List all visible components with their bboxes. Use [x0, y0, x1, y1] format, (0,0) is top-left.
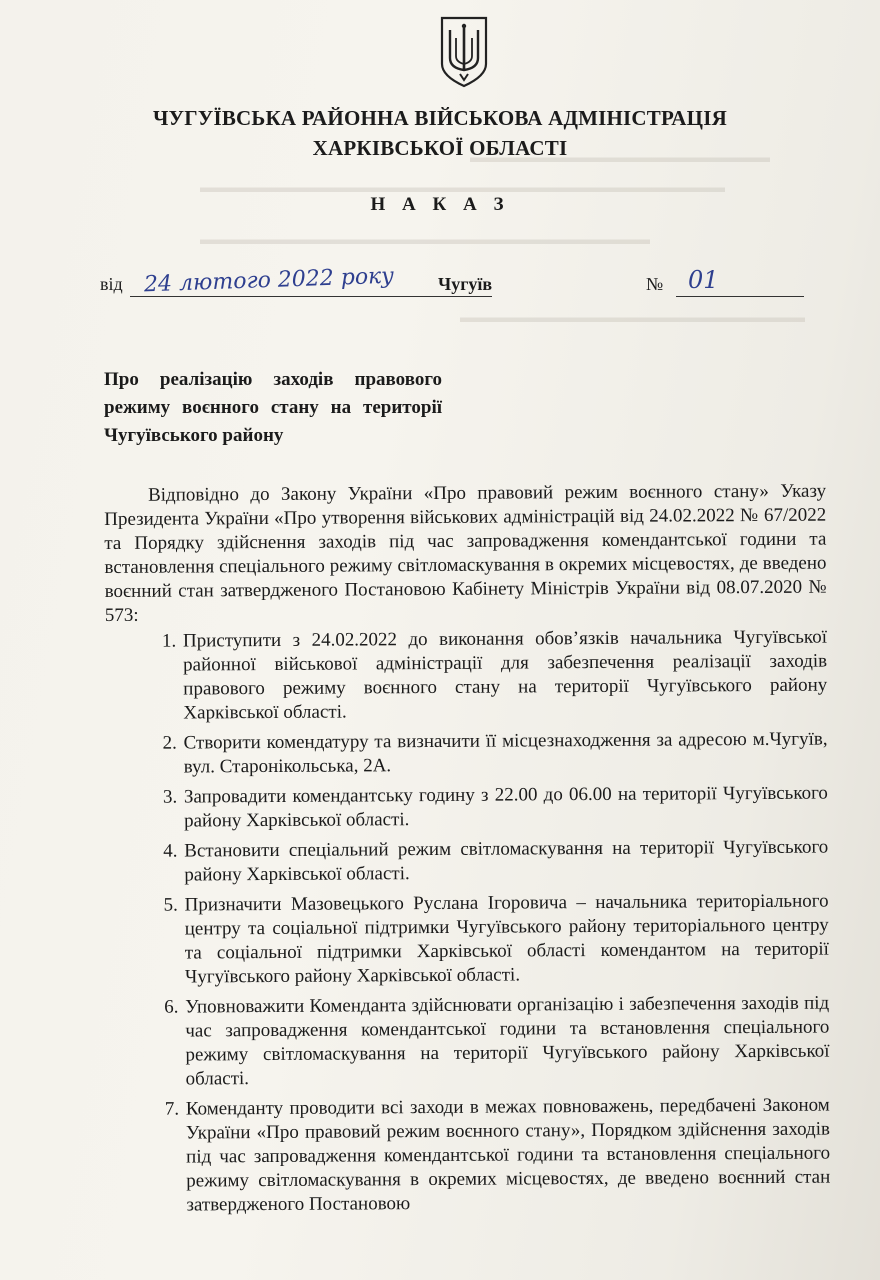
number-label: №	[646, 274, 664, 294]
list-item: 7. Коменданту проводити всі заходи в межах повноважень, передбачені Законом України «Про правовий режим воєнного стану», Порядком здійснення заходів під час запровадження комендантської години та встановлення спеціального режиму світломаскування в окремих місцевостях, де введено воєнний стан затвердженого Постановою	[184, 1094, 831, 1218]
intro-paragraph: Відповідно до Закону України «Про правовий режим воєнного стану» Указу Президента України «Про утворення військових адміністрацій від 24.02.2022 № 67/2022 та Порядку здійснення заходів під час запровадження комендантської години та встановлення спеціального режиму світломаскування в окремих місцевостях, де введено воєнний стан затвердженого Постановою Кабінету Міністрів України від 08.07.2020 № 573:	[104, 480, 827, 626]
order-title: Н А К А З	[370, 194, 510, 215]
date-underline	[130, 296, 492, 297]
order-meta-row	[100, 262, 820, 302]
trident-emblem-icon	[436, 14, 492, 90]
list-item: 5. Призначити Мазовецького Руслана Ігоровича – начальника територіального центру та соціальної підтримки Чугуївського району територіального центру та соціальної підтримки Харківської області комендантом на території Чугуївського району Харківської області.	[183, 890, 830, 990]
list-item: 2. Створити комендатуру та визначити її місцезнаходження за адресою м.Чугуїв, вул. Старонікольська, 2А.	[182, 728, 828, 780]
bleed-through-shadow: ▬▬▬▬▬▬▬▬▬▬▬▬▬▬▬▬▬▬▬▬	[470, 150, 770, 166]
order-items-list	[105, 626, 831, 1218]
list-item: 3. Запровадити комендантську годину з 22.00 до 06.00 на території Чугуївського району Харківської області.	[182, 782, 828, 834]
header-organization: ЧУГУЇВСЬКА РАЙОННА ВІЙСЬКОВА АДМІНІСТРАЦІЯ	[153, 106, 727, 130]
date-label: від	[100, 274, 123, 294]
bleed-through-shadow: ▬▬▬▬▬▬▬▬▬▬▬▬▬▬▬▬▬▬▬▬▬▬▬	[460, 310, 805, 326]
handwritten-date: 24 лютого 2022 року	[143, 263, 395, 298]
city-name: Чугуїв	[438, 274, 493, 294]
bleed-through-shadow: ▬▬▬▬▬▬▬▬▬▬▬▬▬▬▬▬▬▬▬▬▬▬▬▬▬▬▬▬▬▬	[200, 232, 650, 248]
order-subject: Про реалізацію заходів правового режиму воєнного стану на території Чугуївського району	[104, 369, 442, 446]
header-region: ХАРКІВСЬКОЇ ОБЛАСТІ	[312, 136, 568, 160]
bleed-through-shadow: ▬▬▬▬▬▬▬▬▬▬▬▬▬▬▬▬▬▬▬▬▬▬▬▬▬▬▬▬▬▬▬▬▬▬▬	[200, 180, 725, 196]
list-item: 1. Приступити з 24.02.2022 до виконання обов’язків начальника Чугуївської районної військової адміністрації для забезпечення реалізації заходів правового режиму воєнного стану на території Чугуївського району Харківської області.	[181, 626, 828, 726]
list-item: 4. Встановити спеціальний режим світломаскування на території Чугуївського району Харківської області.	[182, 836, 828, 888]
list-item: 6. Уповноважити Коменданта здійснювати організацію і забезпечення заходів під час запровадження комендантської години та встановлення спеціального режиму світломаскування на території Чугуївського району Харківської області.	[183, 992, 830, 1092]
handwritten-number: 01	[688, 266, 719, 294]
order-body	[104, 480, 831, 1224]
number-underline	[676, 296, 804, 297]
